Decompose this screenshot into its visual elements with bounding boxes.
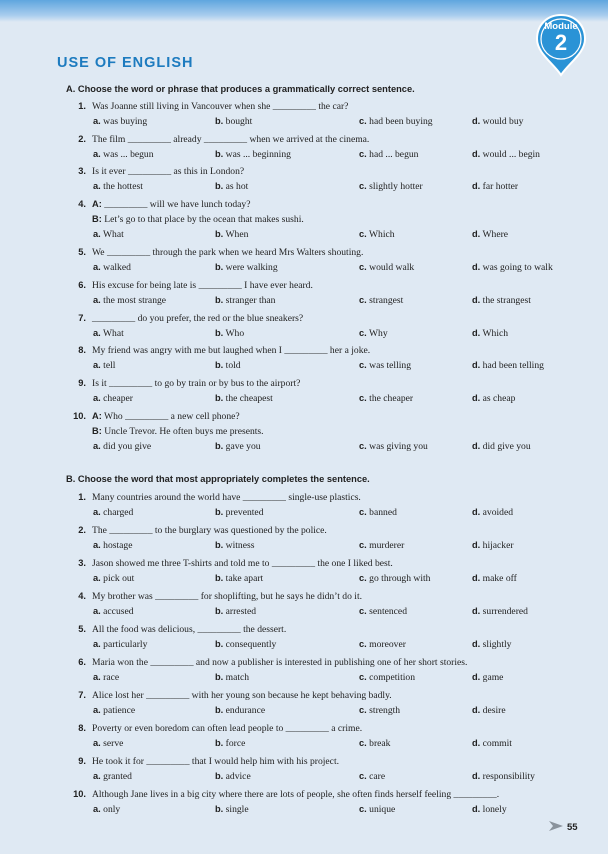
answer-option[interactable]: b. consequently (215, 639, 277, 650)
option-letter: c. (359, 393, 367, 403)
option-letter: c. (359, 262, 367, 272)
option-letter: d. (472, 705, 481, 715)
question-text: Is it ever _________ as this in London? (92, 166, 245, 177)
answer-option[interactable]: c. the cheaper (359, 393, 414, 404)
answer-option[interactable]: a. patience (93, 705, 136, 716)
question-number: 10. (73, 411, 86, 421)
answer-option[interactable]: b. were walking (215, 262, 278, 273)
answer-option[interactable]: a. did you give (93, 441, 152, 452)
option-letter: d. (472, 606, 481, 616)
option-letter: d. (472, 804, 481, 814)
option-letter: b. (215, 771, 224, 781)
question-text: The film _________ already _________ when we arrived at the cinema. (92, 134, 370, 145)
option-letter: c. (359, 573, 367, 583)
speaker-label: A: (92, 199, 102, 209)
answer-option[interactable]: a. was ... begun (93, 149, 154, 160)
option-letter: a. (93, 116, 101, 126)
option-letter: a. (93, 738, 101, 748)
option-letter: a. (93, 149, 101, 159)
answer-option[interactable]: b. as hot (215, 181, 249, 192)
option-letter: c. (359, 771, 367, 781)
answer-option[interactable]: a. What (93, 328, 124, 339)
option-letter: a. (93, 229, 101, 239)
question-number: 7. (78, 690, 86, 700)
answer-option[interactable]: b. gave you (215, 441, 261, 452)
option-letter: a. (93, 639, 101, 649)
answer-option[interactable]: d. game (472, 672, 504, 683)
answer-option[interactable]: a. pick out (93, 573, 135, 584)
module-label: Module (544, 21, 578, 32)
answer-option[interactable]: a. the hottest (93, 181, 143, 192)
answer-option[interactable]: c. murderer (359, 540, 405, 551)
option-letter: a. (93, 804, 101, 814)
answer-option[interactable]: c. would walk (359, 262, 415, 273)
question-text: Was Joanne still living in Vancouver when she _________ the car? (92, 101, 349, 112)
answer-option[interactable]: b. the cheapest (215, 393, 273, 404)
answer-option[interactable]: c. break (359, 738, 391, 749)
question-number: 5. (78, 247, 86, 257)
question-text: Is it _________ to go by train or by bus to the airport? (92, 378, 301, 389)
question-text: A: _________ will we have lunch today? (92, 199, 251, 210)
question-number: 1. (78, 492, 86, 502)
answer-option[interactable]: d. avoided (472, 507, 514, 518)
answer-option[interactable]: c. was giving you (359, 441, 428, 452)
answer-option[interactable]: c. moreover (359, 639, 406, 650)
question-text: B: Let’s go to that place by the ocean that makes sushi. (92, 214, 304, 225)
option-letter: d. (472, 771, 481, 781)
answer-option[interactable]: b. told (215, 360, 241, 371)
question-text: My friend was angry with me but laughed when I _________ her a joke. (92, 345, 371, 356)
answer-option[interactable]: c. Which (359, 229, 395, 240)
question-text: A: Who _________ a new cell phone? (92, 411, 240, 422)
answer-option[interactable]: a. race (93, 672, 120, 683)
option-letter: d. (472, 540, 481, 550)
answer-option[interactable]: d. far hotter (472, 181, 519, 192)
answer-option[interactable]: d. responsibility (472, 771, 535, 782)
answer-option[interactable]: b. advice (215, 771, 251, 782)
answer-option[interactable]: a. was buying (93, 116, 148, 127)
answer-option[interactable]: b. endurance (215, 705, 266, 716)
answer-option[interactable]: c. strength (359, 705, 401, 716)
option-letter: b. (215, 507, 224, 517)
answer-option[interactable]: b. When (215, 229, 249, 240)
option-letter: d. (472, 149, 481, 159)
answer-option[interactable]: d. lonely (472, 804, 507, 815)
option-letter: c. (359, 229, 367, 239)
page-arrow-icon (549, 821, 563, 831)
option-letter: b. (215, 116, 224, 126)
answer-option[interactable]: b. force (215, 738, 246, 749)
answer-option[interactable]: c. sentenced (359, 606, 407, 617)
answer-option[interactable]: b. was ... beginning (215, 149, 291, 160)
question-number: 3. (78, 166, 86, 176)
answer-option[interactable]: c. Why (359, 328, 388, 339)
section-b-heading: B. Choose the word that most appropriately completes the sentence. (66, 474, 370, 484)
question-number: 5. (78, 624, 86, 634)
module-number: 2 (554, 30, 568, 55)
option-letter: b. (215, 262, 224, 272)
option-letter: c. (359, 507, 367, 517)
answer-option[interactable]: a. cheaper (93, 393, 133, 404)
answer-option[interactable]: c. care (359, 771, 386, 782)
option-letter: c. (359, 149, 367, 159)
option-letter: b. (215, 229, 224, 239)
page-title: USE OF ENGLISH (57, 55, 194, 71)
question-text: He took it for _________ that I would help him with his project. (92, 756, 340, 767)
option-letter: b. (215, 639, 224, 649)
answer-option[interactable]: d. would buy (472, 116, 524, 127)
speaker-label: A: (92, 411, 102, 421)
option-letter: a. (93, 262, 101, 272)
option-letter: a. (93, 540, 101, 550)
answer-option[interactable]: a. walked (93, 262, 131, 273)
question-text: My brother was _________ for shoplifting, but he says he didn’t do it. (92, 591, 363, 602)
module-badge (535, 22, 587, 54)
option-letter: a. (93, 295, 101, 305)
page-number: 55 (567, 822, 578, 833)
question-number: 8. (78, 723, 86, 733)
answer-option[interactable]: c. go through with (359, 573, 431, 584)
question-number: 2. (78, 525, 86, 535)
answer-option[interactable]: c. was telling (359, 360, 411, 371)
option-letter: d. (472, 573, 481, 583)
option-letter: c. (359, 181, 367, 191)
answer-option[interactable]: b. match (215, 672, 250, 683)
option-letter: b. (215, 328, 224, 338)
question-text: Alice lost her _________ with her young son because he kept behaving badly. (92, 690, 392, 701)
question-number: 4. (78, 591, 86, 601)
question-number: 3. (78, 558, 86, 568)
answer-option[interactable]: d. would ... begin (472, 149, 540, 160)
question-text: Jason showed me three T-shirts and told me to _________ the one I liked best. (92, 558, 393, 569)
question-number: 2. (78, 134, 86, 144)
answer-option[interactable]: a. particularly (93, 639, 148, 650)
answer-option[interactable]: a. tell (93, 360, 116, 371)
section-a-heading: A. Choose the word or phrase that produces a grammatically correct sentence. (66, 84, 415, 94)
option-letter: c. (359, 441, 367, 451)
option-letter: a. (93, 441, 101, 451)
answer-option[interactable]: c. strangest (359, 295, 404, 306)
option-letter: b. (215, 606, 224, 616)
answer-option[interactable]: d. did give you (472, 441, 531, 452)
answer-option[interactable]: a. only (93, 804, 121, 815)
answer-option[interactable]: a. What (93, 229, 124, 240)
answer-option[interactable]: b. stranger than (215, 295, 276, 306)
question-text: Many countries around the world have _________ single-use plastics. (92, 492, 361, 503)
option-letter: d. (472, 328, 481, 338)
option-letter: d. (472, 738, 481, 748)
answer-option[interactable]: b. take apart (215, 573, 264, 584)
answer-option[interactable]: d. desire (472, 705, 506, 716)
option-letter: b. (215, 573, 224, 583)
option-letter: a. (93, 672, 101, 682)
option-letter: d. (472, 360, 481, 370)
option-letter: a. (93, 181, 101, 191)
answer-option[interactable]: d. slightly (472, 639, 512, 650)
question-number: 9. (78, 756, 86, 766)
option-letter: d. (472, 441, 481, 451)
answer-option[interactable]: b. single (215, 804, 249, 815)
question-number: 8. (78, 345, 86, 355)
top-gradient-band (0, 0, 608, 22)
option-letter: d. (472, 639, 481, 649)
option-letter: d. (472, 262, 481, 272)
question-number: 1. (78, 101, 86, 111)
answer-option[interactable]: b. arrested (215, 606, 257, 617)
option-letter: a. (93, 328, 101, 338)
question-text: _________ do you prefer, the red or the blue sneakers? (92, 313, 304, 324)
option-letter: c. (359, 639, 367, 649)
question-text: B: Uncle Trevor. He often buys me presents. (92, 426, 264, 437)
option-letter: a. (93, 606, 101, 616)
option-letter: d. (472, 393, 481, 403)
answer-option[interactable]: d. had been telling (472, 360, 544, 371)
option-letter: c. (359, 328, 367, 338)
option-letter: c. (359, 738, 367, 748)
option-letter: a. (93, 771, 101, 781)
answer-option[interactable]: d. commit (472, 738, 512, 749)
answer-option[interactable]: b. bought (215, 116, 253, 127)
option-letter: a. (93, 393, 101, 403)
answer-option[interactable]: d. was going to walk (472, 262, 553, 273)
question-number: 9. (78, 378, 86, 388)
option-letter: a. (93, 360, 101, 370)
answer-option[interactable]: c. had been buying (359, 116, 433, 127)
option-letter: d. (472, 229, 481, 239)
question-text: All the food was delicious, _________ the dessert. (92, 624, 287, 635)
option-letter: d. (472, 116, 481, 126)
option-letter: b. (215, 672, 224, 682)
question-text: His excuse for being late is _________ I have ever heard. (92, 280, 313, 291)
option-letter: b. (215, 540, 224, 550)
question-text: Poverty or even boredom can often lead people to _________ a crime. (92, 723, 363, 734)
option-letter: b. (215, 441, 224, 451)
answer-option[interactable]: b. prevented (215, 507, 264, 518)
answer-option[interactable]: d. make off (472, 573, 517, 584)
answer-option[interactable]: d. the strangest (472, 295, 531, 306)
answer-option[interactable]: d. Which (472, 328, 509, 339)
answer-option[interactable]: a. serve (93, 738, 124, 749)
answer-option[interactable]: c. banned (359, 507, 397, 518)
option-letter: c. (359, 804, 367, 814)
option-letter: d. (472, 295, 481, 305)
option-letter: a. (93, 507, 101, 517)
option-letter: b. (215, 149, 224, 159)
question-number: 10. (73, 789, 86, 799)
option-letter: c. (359, 295, 367, 305)
question-text: The _________ to the burglary was questioned by the police. (92, 525, 327, 536)
option-letter: a. (93, 705, 101, 715)
answer-option[interactable]: c. slightly hotter (359, 181, 423, 192)
answer-option[interactable]: a. granted (93, 771, 132, 782)
answer-option[interactable]: d. surrendered (472, 606, 528, 617)
option-letter: b. (215, 393, 224, 403)
option-letter: c. (359, 672, 367, 682)
option-letter: b. (215, 705, 224, 715)
answer-option[interactable]: b. witness (215, 540, 255, 551)
option-letter: c. (359, 540, 367, 550)
question-text: Maria won the _________ and now a publisher is interested in publishing one of her short stories. (92, 657, 468, 668)
option-letter: b. (215, 738, 224, 748)
answer-option[interactable]: d. hijacker (472, 540, 514, 551)
answer-option[interactable]: c. competition (359, 672, 415, 683)
option-letter: d. (472, 181, 481, 191)
option-letter: b. (215, 295, 224, 305)
option-letter: d. (472, 672, 481, 682)
speaker-label: B: (92, 214, 102, 224)
answer-option[interactable]: a. accused (93, 606, 134, 617)
option-letter: c. (359, 705, 367, 715)
question-number: 7. (78, 313, 86, 323)
option-letter: b. (215, 360, 224, 370)
answer-option[interactable]: d. as cheap (472, 393, 516, 404)
question-number: 6. (78, 280, 86, 290)
answer-option[interactable]: a. the most strange (93, 295, 167, 306)
option-letter: d. (472, 507, 481, 517)
answer-option[interactable]: a. charged (93, 507, 134, 518)
answer-option[interactable]: a. hostage (93, 540, 133, 551)
answer-option[interactable]: d. Where (472, 229, 509, 240)
answer-option[interactable]: c. unique (359, 804, 396, 815)
question-text: We _________ through the park when we heard Mrs Walters shouting. (92, 247, 364, 258)
option-letter: b. (215, 181, 224, 191)
answer-option[interactable]: b. Who (215, 328, 245, 339)
question-number: 4. (78, 199, 86, 209)
option-letter: a. (93, 573, 101, 583)
option-letter: c. (359, 606, 367, 616)
speaker-label: B: (92, 426, 102, 436)
question-text: Although Jane lives in a big city where there are lots of people, she often finds herself feeling _________. (92, 789, 500, 800)
option-letter: c. (359, 360, 367, 370)
option-letter: c. (359, 116, 367, 126)
answer-option[interactable]: c. had ... begun (359, 149, 419, 160)
question-number: 6. (78, 657, 86, 667)
option-letter: b. (215, 804, 224, 814)
